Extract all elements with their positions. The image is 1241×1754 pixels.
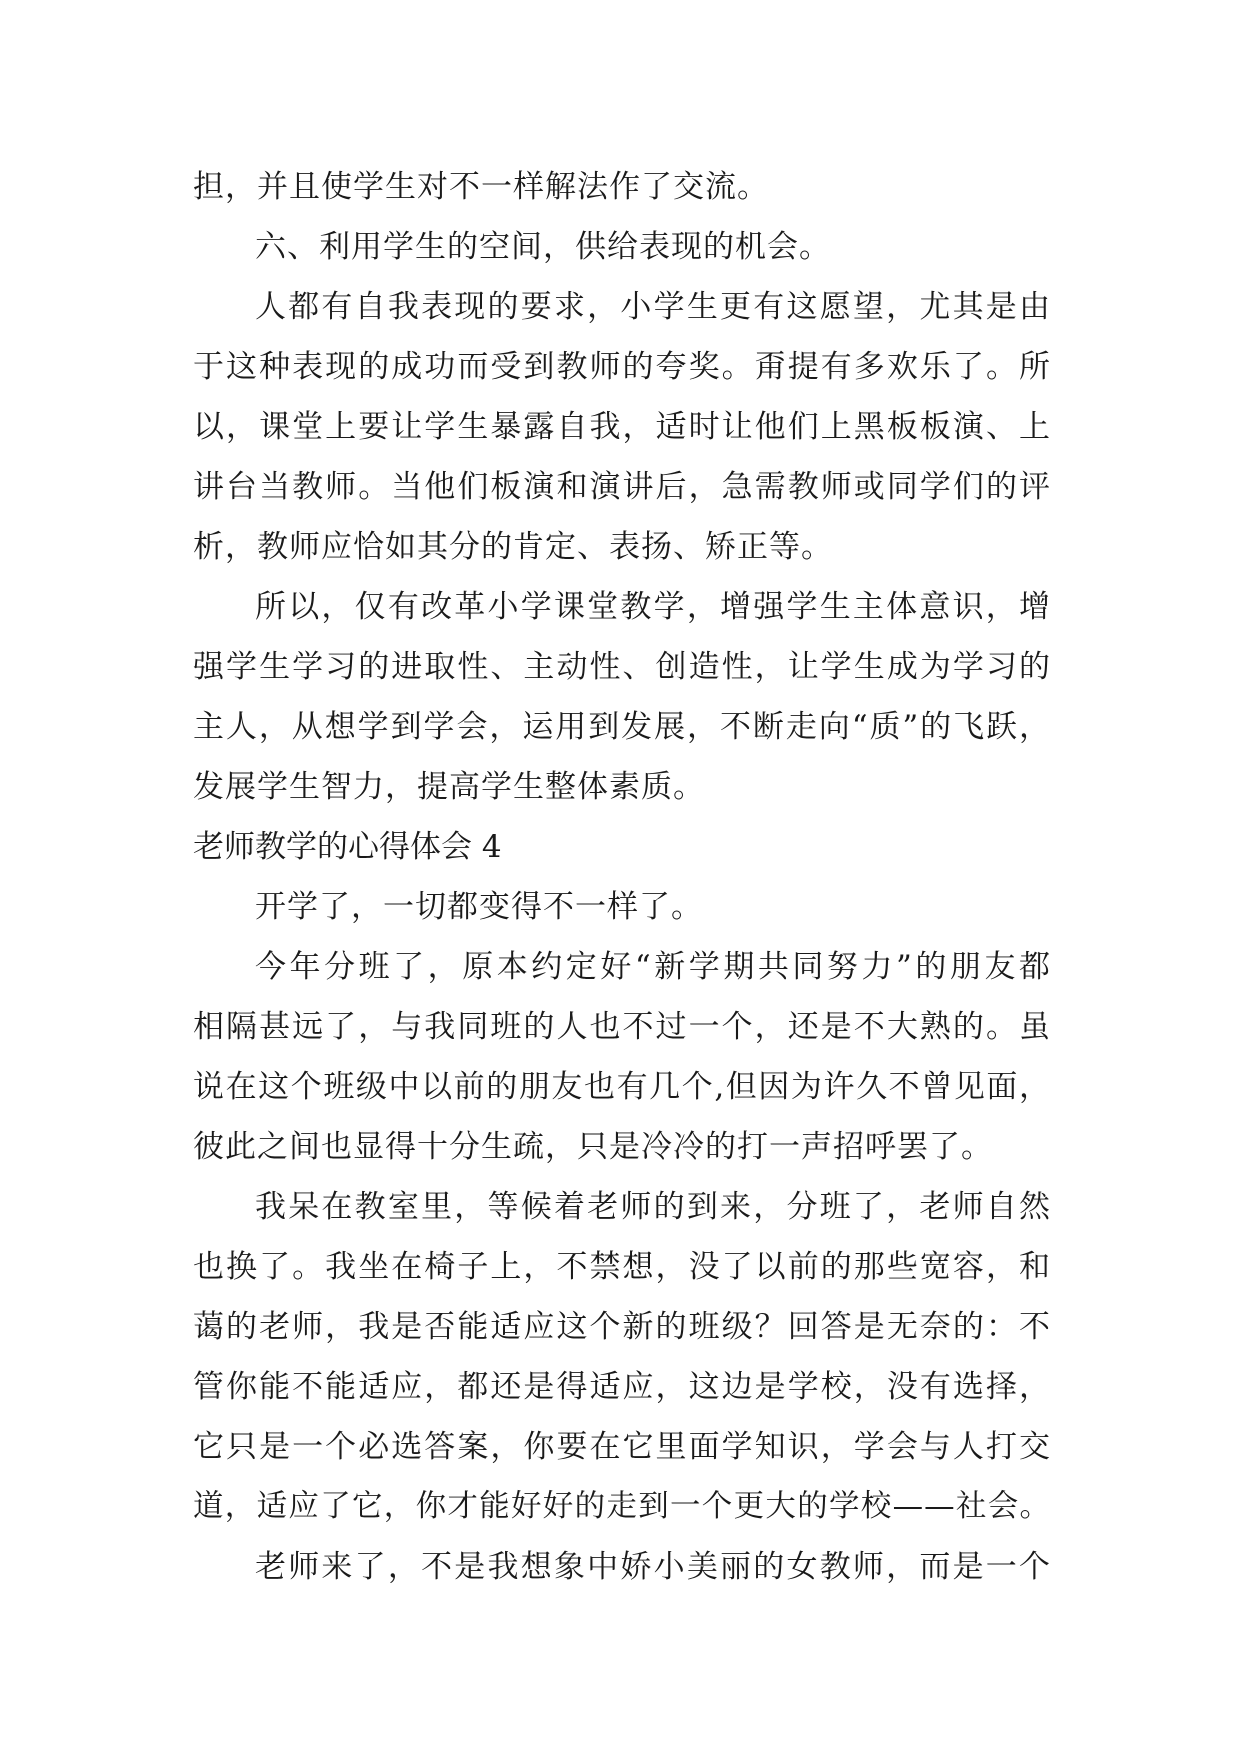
- paragraph-line: 也换了。我坐在椅子上，不禁想，没了以前的那些宽容，和: [193, 1249, 1051, 1285]
- section-heading-six: 六、利用学生的空间，供给表现的机会。: [255, 229, 831, 265]
- article-title: 老师教学的心得体会 4: [193, 829, 502, 865]
- paragraph-line: 强学生学习的进取性、主动性、创造性，让学生成为学习的: [193, 649, 1051, 685]
- paragraph-line: 担，并且使学生对不一样解法作了交流。: [193, 169, 769, 205]
- paragraph-line: 说在这个班级中以前的朋友也有几个,但因为许久不曾见面，: [193, 1069, 1051, 1105]
- paragraph-line: 开学了，一切都变得不一样了。: [255, 889, 703, 925]
- paragraph-line: 讲台当教师。当他们板演和演讲后，急需教师或同学们的评: [193, 469, 1051, 505]
- paragraph-line: 它只是一个必选答案，你要在它里面学知识，学会与人打交: [193, 1429, 1051, 1465]
- paragraph-line: 析，教师应恰如其分的肯定、表扬、矫正等。: [193, 529, 833, 565]
- paragraph-line: 以，课堂上要让学生暴露自我，适时让他们上黑板板演、上: [193, 409, 1051, 445]
- paragraph-line: 老师来了，不是我想象中娇小美丽的女教师，而是一个: [255, 1549, 1051, 1585]
- paragraph-line: 蔼的老师，我是否能适应这个新的班级？回答是无奈的：不: [193, 1309, 1051, 1345]
- paragraph-line: 管你能不能适应，都还是得适应，这边是学校，没有选择，: [193, 1369, 1051, 1405]
- paragraph-line: 所以，仅有改革小学课堂教学，增强学生主体意识，增: [255, 589, 1051, 625]
- paragraph-line: 于这种表现的成功而受到教师的夸奖。甭提有多欢乐了。所: [193, 349, 1051, 385]
- paragraph-line: 我呆在教室里，等候着老师的到来，分班了，老师自然: [255, 1189, 1051, 1225]
- paragraph-line: 发展学生智力，提高学生整体素质。: [193, 769, 705, 805]
- paragraph-line: 彼此之间也显得十分生疏，只是冷冷的打一声招呼罢了。: [193, 1129, 993, 1165]
- paragraph-line: 人都有自我表现的要求，小学生更有这愿望，尤其是由: [255, 289, 1051, 325]
- paragraph-line: 今年分班了，原本约定好“新学期共同努力”的朋友都: [255, 949, 1051, 985]
- paragraph-line: 道，适应了它，你才能好好的走到一个更大的学校——社会。: [193, 1489, 1051, 1524]
- body-text: [193, 157, 1051, 1597]
- paragraph-line: 相隔甚远了，与我同班的人也不过一个，还是不大熟的。虽: [193, 1009, 1051, 1045]
- paragraph-line: 主人，从想学到学会，运用到发展，不断走向“质”的飞跃，: [193, 709, 1051, 745]
